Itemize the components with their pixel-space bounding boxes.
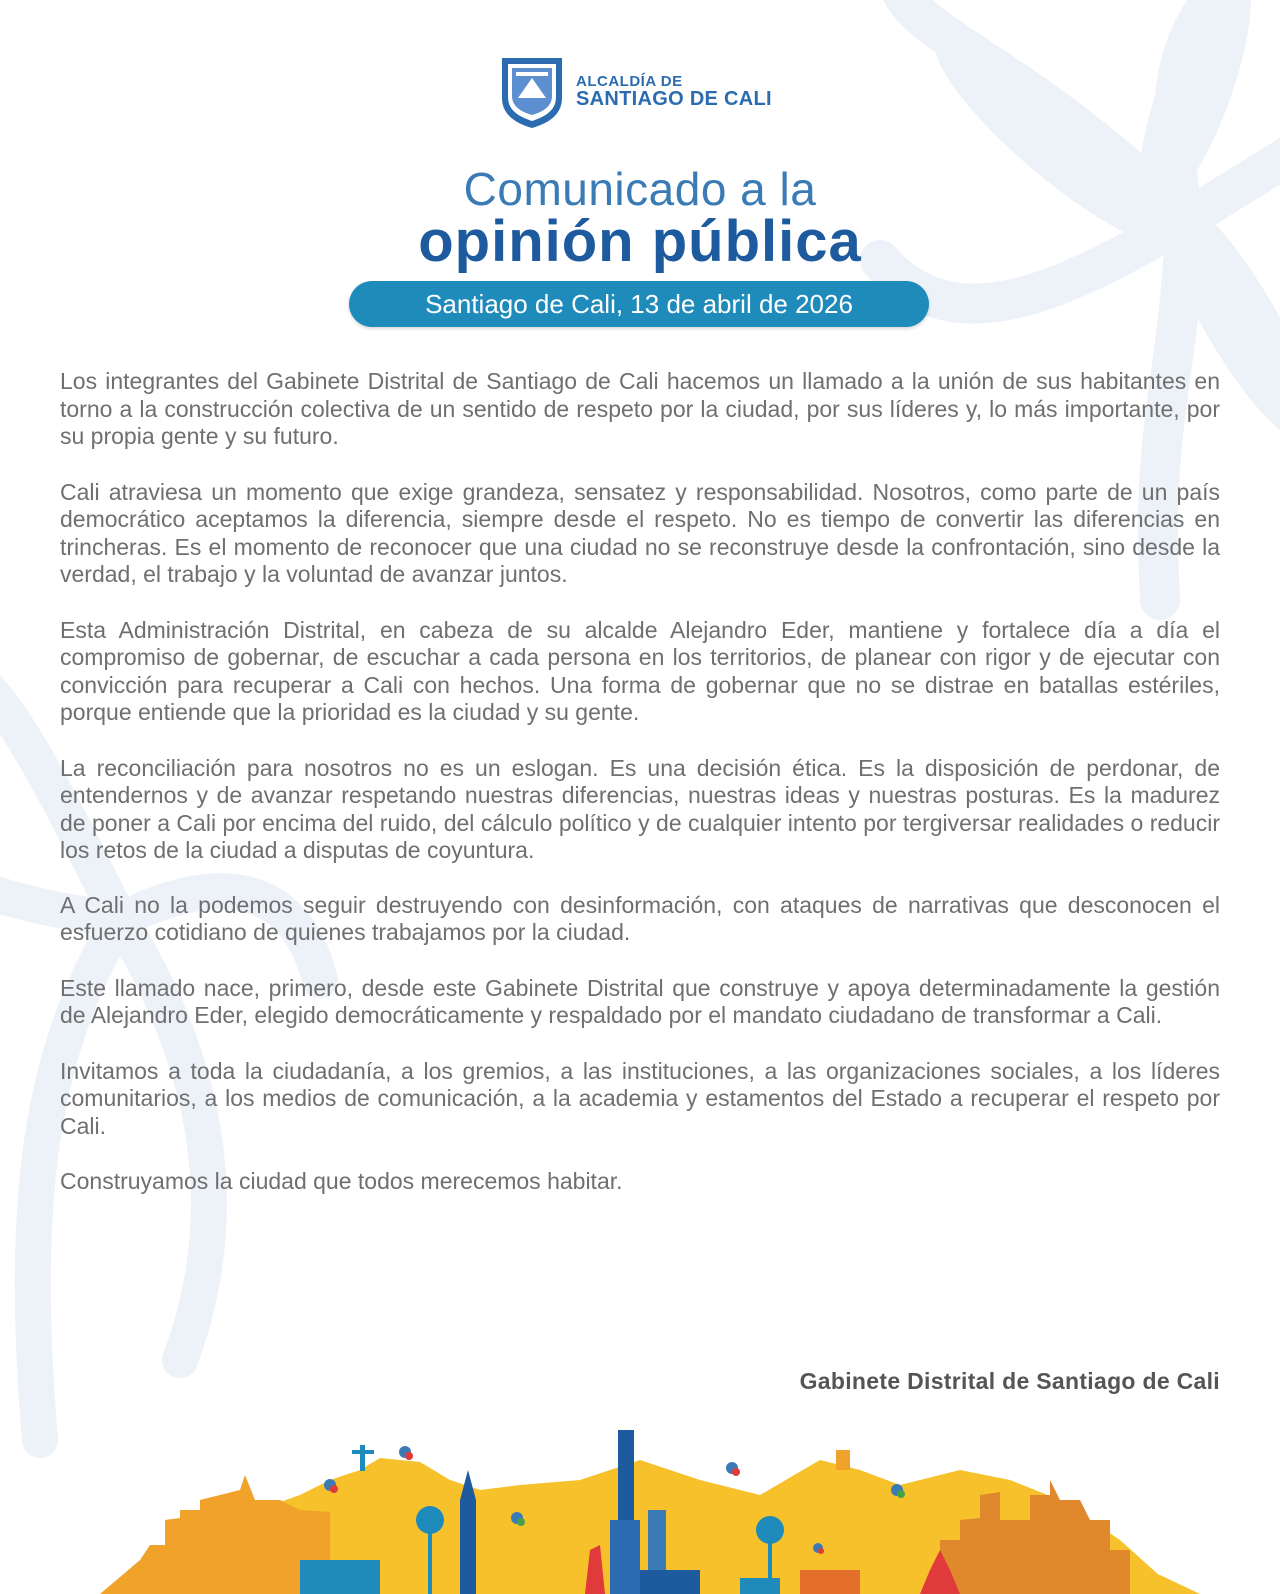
logo-line-1: ALCALDÍA DE xyxy=(576,72,683,90)
paragraph-3: Esta Administración Distrital, en cabeza de su alcalde Alejandro Eder, mantiene y fortalece día a día el compromiso de gobernar, de escuchar a cada persona en los territorios, de planear con rigor y de ejecutar con convicción para recuperar a Cali con hechos. Una forma de gobernar que no se distrae en batallas estériles, porque entiende que la prioridad es la ciudad y su gente. xyxy=(60,616,1220,725)
title-line-1: Comunicado a la xyxy=(463,163,817,215)
paragraph-2: Cali atraviesa un momento que exige grandeza, sensatez y responsabilidad. Nosotros, como parte de un país democrático aceptamos la diferencia, siempre desde el respeto. No es tiempo de convertir las diferencias en trincheras. Es el momento de reconocer que una ciudad no se reconstruye desde la confrontación, sino desde la verdad, el trabajo y la voluntad de avanzar juntos. xyxy=(60,478,1220,587)
document-body xyxy=(60,368,1220,1224)
paragraph-5: A Cali no la podemos seguir destruyendo con desinformación, con ataques de narrativas que desconocen el esfuerzo cotidiano de quienes trabajamos por la ciudad. xyxy=(60,891,1220,945)
date-badge: Santiago de Cali, 13 de abril de 2026 xyxy=(349,281,929,327)
paragraph-4: La reconciliación para nosotros no es un eslogan. Es una decisión ética. Es la disposición de perdonar, de entendernos y de avanzar respetando nuestras diferencias, nuestras ideas y nuestras posturas. Es la madurez de poner a Cali por encima del ruido, del cálculo político y de cualquier intento por tergiversar realidades o reducir los retos de la ciudad a disputas de coyuntura. xyxy=(60,754,1220,863)
signature: Gabinete Distrital de Santiago de Cali xyxy=(799,1368,1220,1394)
city-shield-icon xyxy=(498,54,566,130)
paragraph-1: Los integrantes del Gabinete Distrital de Santiago de Cali hacemos un llamado a la unión de sus habitantes en torno a la construcción colectiva de un sentido de respeto por la ciudad, por sus líderes y, lo más importante, por su propia gente y su futuro. xyxy=(60,368,1220,449)
city-skyline-illustration-icon xyxy=(0,1400,1280,1594)
title-line-2: opinión pública xyxy=(418,209,862,274)
paragraph-7: Invitamos a toda la ciudadanía, a los gremios, a las instituciones, a las organizaciones sociales, a los líderes comunitarios, a los medios de comunicación, a la academia y estamentos del Estado a recuperar el respeto por Cali. xyxy=(60,1057,1220,1139)
alcaldia-logo xyxy=(498,54,772,130)
logo-line-2: SANTIAGO DE CALI xyxy=(576,88,772,111)
paragraph-8: Construyamos la ciudad que todos merecemos habitar. xyxy=(60,1168,623,1194)
paragraph-6: Este llamado nace, primero, desde este Gabinete Distrital que construye y apoya determinadamente la gestión de Alejandro Eder, elegido democráticamente y respaldado por el mandato ciudadano de transformar a Cali. xyxy=(60,974,1220,1028)
